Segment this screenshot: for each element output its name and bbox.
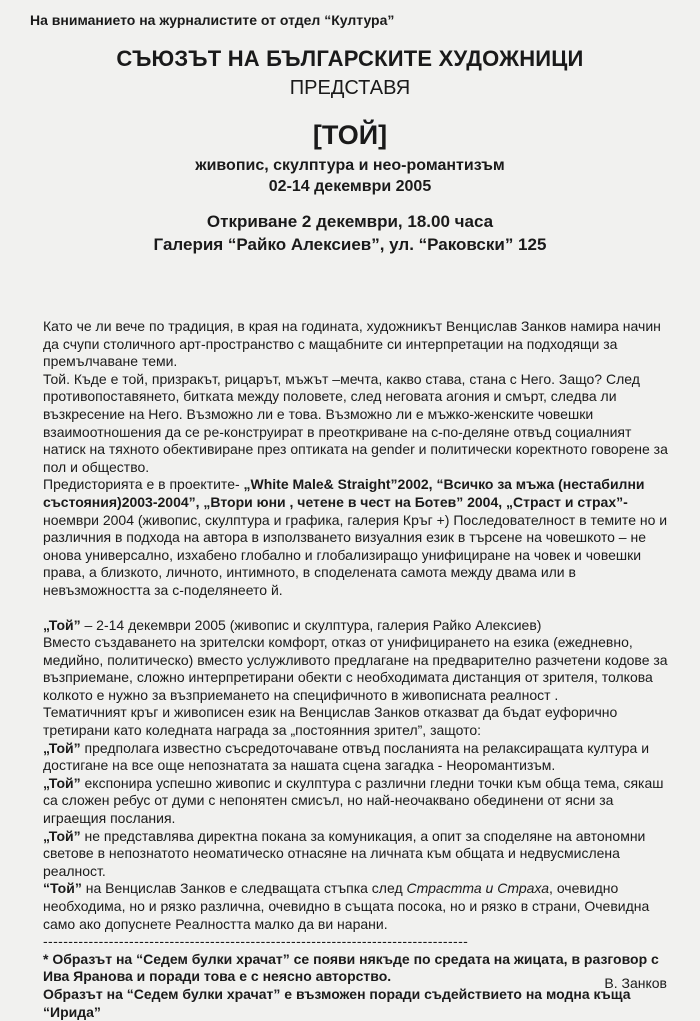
paragraph-instead: Вместо създаването на зрителски комфорт, отказ от унифицирането на езика (ежедневно, медийно, политическо) вместо услужливото предлагане на предварително разчетени кодове за възприемане, сложно интерпретирани обекти с необходимата дистанция от зрителя, толкова колкото е нужно за възприемането на специфичното в живописната реалност . bbox=[43, 634, 668, 703]
he-label: „Той” bbox=[43, 774, 81, 791]
gallery-address: Галерия “Райко Алексиев”, ул. “Раковски” 125 bbox=[153, 235, 547, 254]
exhibition-dates: 02-14 декември 2005 bbox=[268, 178, 432, 195]
prehistory-lead: Предисторията е в проектите- bbox=[43, 476, 244, 493]
he-label: „Той” bbox=[43, 739, 81, 756]
paragraph-thematic: Тематичният кръг и живописен език на Венцислав Занков отказват да бъдат еуфорично третирани като коледната награда за „постоянния зрител”, защото: bbox=[43, 704, 618, 739]
exhibition-details: – 2-14 декември 2005 (живопис и скулптура, галерия Райко Алексиев) bbox=[80, 616, 542, 633]
prehistory-projects: „White Male& Straight”2002, “Всичко за мъжа (нестабилни състояния)2003-2004”, „Втори юни , четене в чест на Ботев” 2004, „Страст и страх”- bbox=[43, 476, 645, 510]
he-suggests-text: предполага известно съсредоточаване отвъд посланията на релаксиращата култура и достигане на все още непознатата за нашата сцена загадка - Неоромантизъм. bbox=[43, 739, 650, 774]
exhibition-title: [ТОЙ] bbox=[312, 120, 388, 150]
passion-fear-title: Страстта и Страха bbox=[406, 880, 550, 897]
organization-heading: СЪЮЗЪТ НА БЪЛГАРСКИТЕ ХУДОЖНИЦИ bbox=[116, 46, 584, 71]
paragraph-gap bbox=[43, 600, 673, 617]
exhibition-subtitle: живопис, скулптура и нео-романтизъм bbox=[195, 157, 505, 174]
he-label: “Той” bbox=[43, 880, 82, 897]
paragraph-intro: Като че ли вече по традиция, в края на годината, художникът Венцислав Занков намира начин да счупи столичного арт-пространство с мащабните си интерпретации на подходящи за премълчаване теми. bbox=[43, 318, 661, 370]
next-step-text-b: , очевидно необходима, но и рязко различна, очевидно в същата посока, но и рязко в страни, Очевидна само ако допуснете Реалността малко да ви нарани. bbox=[43, 880, 650, 932]
opening-info: Откриване 2 декември, 18.00 часа bbox=[206, 212, 494, 231]
paragraph-he-exposes bbox=[43, 775, 673, 828]
footnote-authorship: * Образът на “Седем булки храчат” се появи някъде по средата на жицата, в разговор с Ива Яранова и поради това е с неясно авторство. bbox=[43, 950, 659, 985]
presents-heading: ПРЕДСТАВЯ bbox=[289, 77, 411, 99]
prehistory-rest: ноември 2004 (живопис, скулптура и графика, галерия Кръг +) Последователност в темите но и различния в подхода на автора в използването визуалния език в търсене на човешкото – не онова универсално, изхабено глобално и глобализиращо унифициране на човек и човешки права, а близкото, личното, интимното, в споделената самота между двама или в невъзможността за с-поделянеето й. bbox=[43, 511, 668, 598]
he-exposes-text: експонира успешно живопис и скулптура с различни гледни точки към обща тема, сякаш са сложен ребус от думи с непонятен смисъл, но най-неочаквано обединени от ясни за играещия послания. bbox=[43, 774, 664, 827]
separator-line: ------------------------------------------------------------------------------------ bbox=[43, 933, 469, 950]
author-signature: В. Занков bbox=[604, 975, 667, 991]
paragraph-he-suggests bbox=[43, 740, 673, 775]
paragraph-he-next-step bbox=[43, 880, 673, 933]
paragraph-prehistory bbox=[43, 476, 673, 599]
footnote-sponsor: Образът на “Седем булки храчат” е възможен поради съдействието на модна къща “Ирида” bbox=[43, 985, 631, 1020]
paragraph-exhibition bbox=[43, 617, 673, 635]
he-label: „Той” bbox=[43, 827, 81, 844]
body-text bbox=[43, 318, 673, 1021]
paragraph-he: Той. Къде е той, призракът, рицарът, мъжът –мечта, какво става, стана с Него. Защо? След противопоставянето, битката между половете, след неговата агония и смърт, следва ли възкресение на Него. Възможно ли е това. Възможно ли е мъжко-женските човешки взаимоотношения да се ре-конструират в преоткриване на с-по-деляне отвъд социалният натиск на тяхното обективиране през оптиката на gender и политически коректното говорене за пол и общество. bbox=[43, 370, 668, 475]
attention-line: На вниманието на журналистите от отдел “Култура” bbox=[30, 12, 395, 28]
paragraph-he-not-invitation bbox=[43, 828, 673, 881]
he-not-invitation-text: не представлява директна покана за комуникация, а опит за споделяне на автономни светове в непознатото неоматическо отнасяне на личната към общата и недвусмислена реалност. bbox=[43, 827, 646, 879]
next-step-text-a: на Венцислав Занков е следващата стъпка след bbox=[81, 880, 407, 897]
exhibition-name: „Той” bbox=[43, 616, 81, 633]
